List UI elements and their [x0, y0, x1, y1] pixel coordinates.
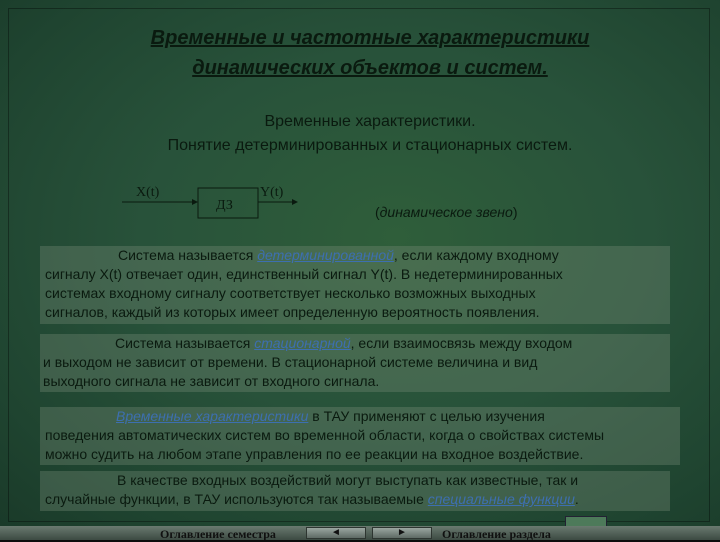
p3-line-3: можно судить на любом этапе управления по ее реакции на входное воздействие.	[45, 446, 584, 462]
paragraph-input-signals	[45, 471, 579, 509]
input-signal-label: X(t)	[136, 185, 160, 200]
slide-title-line-2: динамических объектов и систем.	[192, 57, 548, 79]
p1-line-2: сигналу X(t) отвечает один, единственный сигнал Y(t). В недетерминированных	[45, 266, 563, 282]
slide-title-line-1: Временные и частотные характеристики	[150, 27, 590, 49]
p4-text: случайные функции, в ТАУ используются так называемые	[45, 491, 428, 507]
section-toc-link[interactable]: Оглавление раздела	[442, 527, 551, 541]
p4-line-1: В качестве входных воздействий могут выступать как известные, так и	[117, 472, 579, 488]
p1-line-3: системах входному сигналу соответствует несколько возможных выходных	[45, 285, 536, 301]
paragraph-time-characteristics	[45, 407, 604, 464]
output-signal-label: Y(t)	[260, 185, 284, 200]
prev-slide-button[interactable]: ◄	[306, 527, 366, 539]
special-functions-link[interactable]: специальные функции	[427, 491, 575, 507]
subtitle-line-1: Временные характеристики.	[264, 113, 476, 130]
deterministic-link[interactable]: детерминированной	[257, 247, 394, 263]
caption-open-paren: (	[375, 204, 380, 220]
p2-line-2: и выходом не зависит от времени. В стационарной системе величина и вид	[43, 354, 538, 370]
paragraph-deterministic	[45, 246, 563, 322]
time-characteristics-link[interactable]: Временные характеристики	[116, 408, 309, 424]
input-arrow-head	[192, 199, 198, 205]
semester-toc-link[interactable]: Оглавление семестра	[160, 527, 276, 541]
p2-text: Система называется	[115, 335, 255, 351]
diagram-caption	[375, 203, 517, 222]
p3-text-post: в ТАУ применяют с целью изучения	[308, 408, 545, 424]
stationary-link[interactable]: стационарной	[254, 335, 351, 351]
p3-line-2: поведения автоматических систем во временной области, когда о свойствах системы	[45, 427, 605, 443]
next-slide-button[interactable]: ►	[372, 527, 432, 539]
p4-text-post: .	[574, 491, 579, 507]
block-label: ДЗ	[216, 198, 233, 213]
p2-line-3: выходного сигнала не зависит от входного сигнала.	[43, 373, 380, 389]
caption-close-paren: )	[512, 204, 518, 220]
p1-text: Система называется	[118, 247, 258, 263]
caption-text: динамическое звено	[379, 204, 513, 220]
p1-line-4: сигналов, каждый из которых имеет определенную вероятность появления.	[45, 304, 540, 320]
paragraph-stationary	[43, 334, 572, 391]
block-diagram	[120, 178, 600, 228]
p1-text-post: , если каждому входному	[393, 247, 559, 263]
subtitle-line-2: Понятие детерминированных и стационарных систем.	[167, 137, 573, 154]
p2-text-post: , если взаимосвязь между входом	[350, 335, 573, 351]
output-arrow-head	[292, 199, 298, 205]
